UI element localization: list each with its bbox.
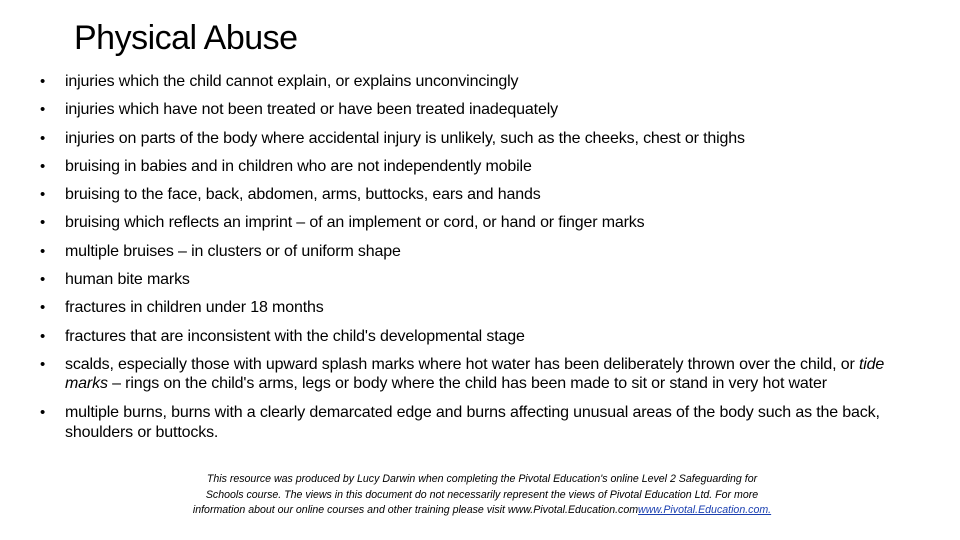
- bullet-icon: •: [40, 299, 46, 317]
- list-item-text: injuries on parts of the body where accidental injury is unlikely, such as the cheeks, chest or thighs: [65, 129, 745, 147]
- bullet-icon: •: [40, 186, 46, 204]
- list-item-text: bruising in babies and in children who are not independently mobile: [65, 157, 532, 175]
- list-item: [40, 298, 910, 317]
- list-item-emphasis: tide marks: [65, 355, 885, 393]
- list-item-text: fractures that are inconsistent with the child's developmental stage: [65, 327, 525, 345]
- bullet-icon: •: [40, 242, 46, 260]
- list-item: [40, 72, 910, 91]
- bullet-icon: •: [40, 404, 46, 422]
- bullet-icon: •: [40, 73, 46, 90]
- list-item: [40, 100, 910, 119]
- list-item-text: multiple bruises – in clusters or of uniform shape: [65, 242, 401, 260]
- list-item: [40, 242, 910, 261]
- bullet-list: [40, 72, 910, 452]
- bullet-icon: •: [40, 355, 46, 373]
- list-item: [40, 270, 910, 289]
- bullet-icon: •: [40, 157, 46, 175]
- bullet-icon: •: [40, 327, 46, 345]
- list-item-text: – rings on the child's arms, legs or body where the child has been made to sit or stand in very hot water: [107, 375, 827, 393]
- footer-link[interactable]: www.Pivotal.Education.com.: [638, 504, 772, 516]
- list-item-text: injuries which have not been treated or have been treated inadequately: [65, 101, 558, 119]
- list-item-text: scalds, especially those with upward splash marks where hot water has been deliberately thrown over the child, or: [65, 355, 859, 373]
- list-item: [40, 327, 910, 346]
- list-item: [40, 157, 910, 176]
- list-item-text: injuries which the child cannot explain, or explains unconvincingly: [65, 73, 519, 90]
- footer-text: This resource was produced by Lucy Darwin when completing the Pivotal Education's online Level 2 Safeguarding for Schools course. The views in this document do not necessarily represent the views of Pivotal Education Ltd. For more information about our online courses and other training please visit www.Pivotal.Education.com: [192, 473, 759, 516]
- bullet-icon: •: [40, 101, 46, 119]
- list-item: [40, 129, 910, 148]
- list-item-text: multiple burns, burns with a clearly demarcated edge and burns affecting unusual areas of the body such as the back, shoulders or buttocks.: [65, 404, 880, 441]
- bullet-icon: •: [40, 129, 46, 147]
- list-item-text: bruising which reflects an imprint – of an implement or cord, or hand or finger marks: [65, 214, 645, 232]
- list-item-text: human bite marks: [65, 271, 190, 289]
- bullet-icon: •: [40, 271, 46, 289]
- list-item: [40, 185, 910, 204]
- list-item: [40, 403, 910, 442]
- page-title: Physical Abuse: [74, 19, 298, 57]
- list-item: [40, 355, 910, 394]
- bullet-icon: •: [40, 214, 46, 232]
- list-item: [40, 213, 910, 232]
- list-item-text: fractures in children under 18 months: [65, 299, 324, 317]
- list-item-text: bruising to the face, back, abdomen, arms, buttocks, ears and hands: [65, 186, 541, 204]
- footer-note: [190, 472, 774, 519]
